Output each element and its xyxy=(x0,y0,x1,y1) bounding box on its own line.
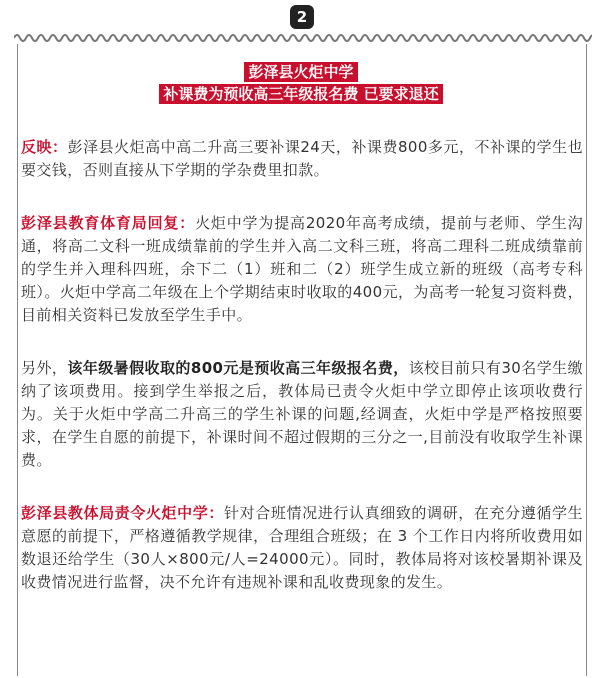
headline-line-2: 补课费为预收高三年级报名费 已要求退还 xyxy=(159,84,442,104)
additional-text: 该校目前只有30名学生缴纳了该项费用。接到学生举报之后，教体局已责令火炬中学立即停止该项收费行为。关于火炬中学高二升高三的学生补课的问题,经调查，火炬中学是严格按照要求，在学生自愿的前提下，补课时间不超过假期的三分之一,目前没有收取学生补课费。 xyxy=(21,359,584,469)
additional-bold-text: 该年级暑假收取的800元是预收高三年级报名费， xyxy=(67,359,409,377)
report-text: 彭泽县火炬高中高二升高三要补课24天，补课费800多元，不补课的学生也要交钱，否则直接从下学期的学杂费里扣款。 xyxy=(21,138,583,179)
order-label: 彭泽县教体局责令火炬中学： xyxy=(21,504,225,522)
headline xyxy=(0,62,602,106)
bureau-reply-label: 彭泽县教育体育局回复： xyxy=(21,214,196,232)
paragraph-order xyxy=(21,502,583,594)
paragraph-bureau-reply xyxy=(21,212,583,327)
paragraph-additional xyxy=(21,357,583,472)
order-text: 针对合班情况进行认真细致的调研，在充分遵循学生意愿的前提下，严格遵循教学规律，合理组合班级；在 3 个工作日内将所收费用如数退还给学生（30人×800元/人=24000元）。同时，教体局将对该校暑期补课及收费情况进行监督，决不允许有违规补课和乱收费现象的发生。 xyxy=(21,504,584,591)
headline-line-1: 彭泽县火炬中学 xyxy=(244,62,357,82)
section-number-badge: 2 xyxy=(290,5,314,29)
additional-lead: 另外， xyxy=(21,359,68,377)
article-body xyxy=(21,136,583,624)
bureau-reply-text: 火炬中学为提高2020年高考成绩，提前与老师、学生沟通，将高二文科一班成绩靠前的学生并入高二文科三班，将高二理科二班成绩靠前的学生并入理科四班，余下二（1）班和二（2）班学生成立新的班级（高考专科班）。火炬中学高二年级在上个学期结束时收取的400元，为高考一轮复习资料费，目前相关资料已发放至学生手中。 xyxy=(21,214,583,324)
report-label: 反映： xyxy=(21,138,68,156)
paragraph-report xyxy=(21,136,583,182)
